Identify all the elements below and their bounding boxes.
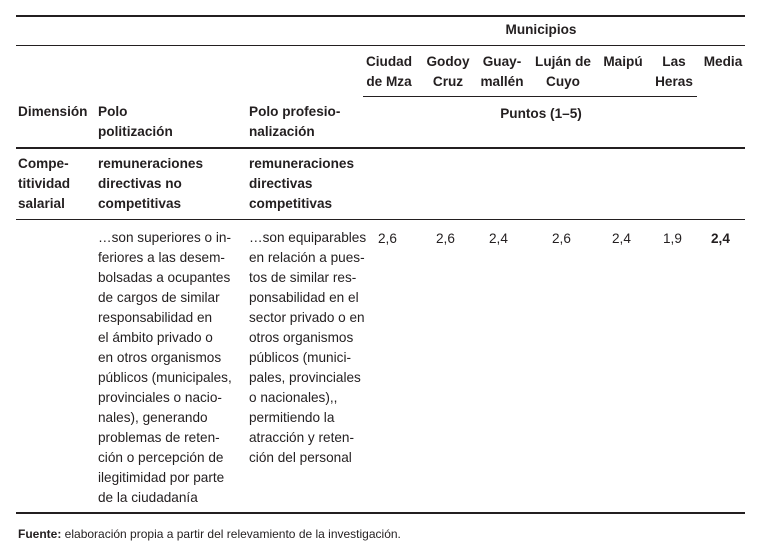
row-profesionalizacion-title: remuneraciones directivas competitivas — [249, 156, 355, 211]
value-maipu: 2,4 — [612, 231, 631, 246]
municipios-underline — [16, 45, 745, 46]
value-godoy-cruz: 2,6 — [436, 231, 455, 246]
source-text: elaboración propia a partir del relevamiento de la investigación. — [61, 527, 401, 541]
row-header-rule — [16, 219, 745, 220]
col-ciudad-de-mza: Ciudad de Mza — [365, 54, 413, 89]
row-politizacion-desc: …son superiores o in- feriores a las desem- bolsadas a ocupantes de cargos de similar responsabilidad en el ámbito privado o en otros organismos públicos (municipales, provinciales o nacio- nales), generando problemas de reten- ción o percepción de ilegitimidad por parte de la ciudadanía — [98, 230, 232, 505]
puntos-header: Puntos (1–5) — [500, 106, 582, 121]
value-guaymallen: 2,4 — [489, 231, 508, 246]
col-dimension: Dimensión — [18, 104, 88, 119]
col-polo-politizacion: Polo politización — [98, 104, 173, 139]
col-polo-profesionalizacion: Polo profesio- nalización — [249, 104, 341, 139]
value-las-heras: 1,9 — [663, 231, 682, 246]
header-bottom-rule — [16, 147, 745, 149]
col-las-heras: Las Heras — [655, 54, 693, 89]
source-label: Fuente: — [18, 527, 62, 541]
row-politizacion-title: remuneraciones directivas no competitivas — [98, 156, 204, 211]
value-lujan-de-cuyo: 2,6 — [552, 231, 571, 246]
row-dimension: Compe- titividad salarial — [18, 156, 71, 211]
table-bottom-rule — [16, 512, 745, 514]
col-media: Media — [703, 54, 743, 69]
value-ciudad-de-mza: 2,6 — [378, 231, 397, 246]
col-lujan-de-cuyo: Luján de Cuyo — [535, 54, 591, 89]
value-media: 2,4 — [711, 231, 730, 246]
col-guaymallen: Guay- mallén — [480, 54, 524, 89]
source-note — [18, 525, 401, 543]
municipalities-underline — [363, 96, 697, 97]
top-rule — [16, 15, 745, 17]
row-profesionalizacion-desc: …son equiparables en relación a pues- tos de similar res- ponsabilidad en el sector privado o en otros organismos públicos (munici- pales, provinciales o nacionales),, permitiendo la atracción y reten- ción del personal — [249, 230, 367, 465]
municipios-header: Municipios — [505, 22, 577, 37]
col-godoy-cruz: Godoy Cruz — [426, 54, 470, 89]
col-maipu: Maipú — [603, 54, 643, 69]
